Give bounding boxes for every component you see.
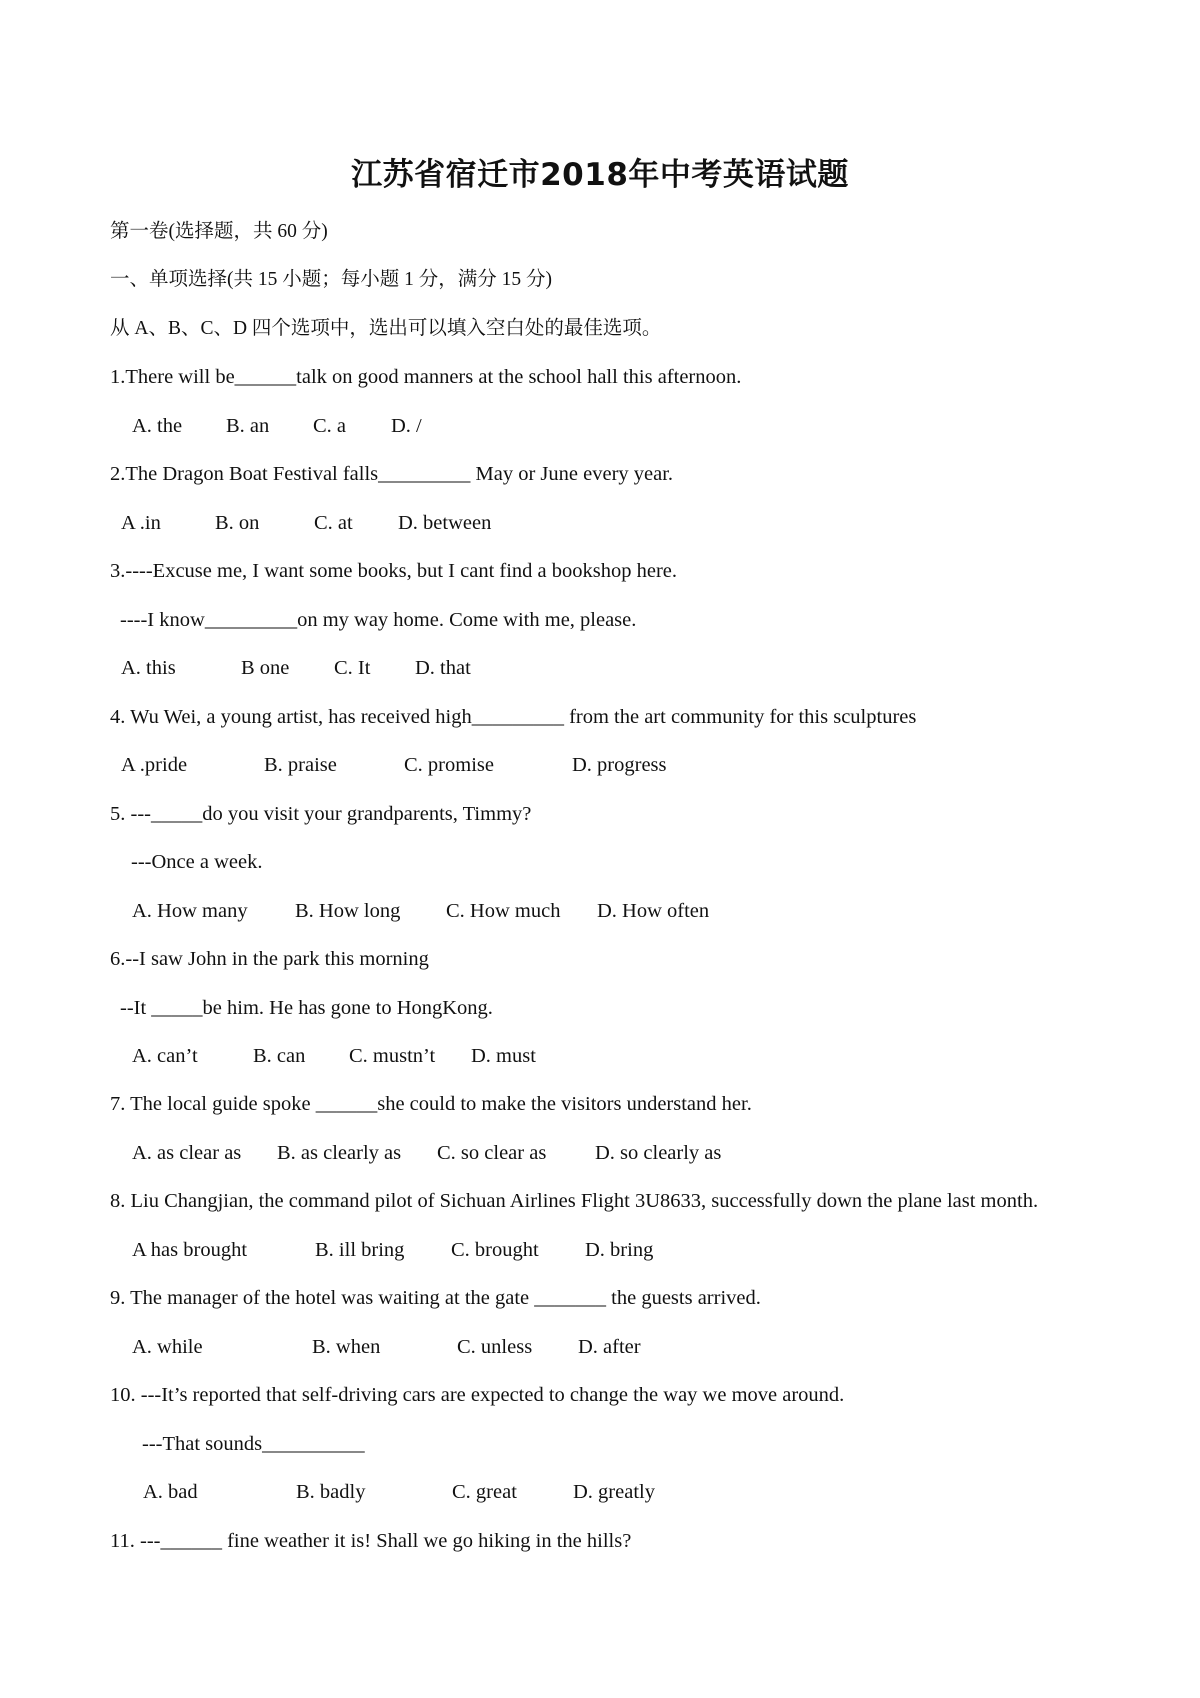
option-d: D. bring [585,1238,654,1261]
question-6-reply: --It _____be him. He has gone to HongKong. [120,996,493,1019]
option-d: D. must [471,1044,536,1067]
question-8-options [0,1226,1200,1274]
question-4-stem: 4. Wu Wei, a young artist, has received high_________ from the art community for this sculptures [110,705,917,728]
option-d: D. greatly [573,1481,655,1504]
section-heading: 第一卷(选择题，共 60 分) [110,221,328,242]
option-d: D. / [391,414,422,437]
option-b: B. an [226,414,270,437]
question-9-options [0,1323,1200,1371]
question-5-stem: 5. ---_____do you visit your grandparents, Timmy? [110,802,532,825]
question-10-options [0,1468,1200,1516]
question-6-options [0,1032,1200,1080]
question-5-reply: ---Once a week. [131,851,263,874]
option-c: C. It [334,657,371,680]
option-c: C. so clear as [437,1141,547,1164]
instruction-text: 从 A、B、C、D 四个选项中，选出可以填入空白处的最佳选项。 [110,317,662,339]
option-b: B. How long [295,899,401,922]
question-11-stem: 11. ---______ fine weather it is! Shall we go hiking in the hills? [110,1529,632,1552]
option-c: C. brought [451,1238,539,1261]
question-5-options [0,887,1200,935]
option-d: D. between [398,511,492,534]
question-7-stem: 7. The local guide spoke ______she could to make the visitors understand her. [110,1093,752,1116]
option-c: C. How much [446,899,561,922]
question-9-stem: 9. The manager of the hotel was waiting at the gate _______ the guests arrived. [110,1287,761,1310]
question-10-reply: ---That sounds__________ [142,1432,365,1455]
question-3-options [0,644,1200,692]
option-a: A. the [132,414,183,437]
option-a: A. bad [143,1481,198,1504]
option-b: B. can [253,1044,306,1067]
question-6-stem: 6.--I saw John in the park this morning [110,948,429,971]
option-a: A. as clear as [132,1141,242,1164]
question-2-options [0,499,1200,547]
question-7-options [0,1129,1200,1177]
option-b: B. as clearly as [277,1141,402,1164]
option-a: A. this [121,657,176,680]
option-b: B. ill bring [315,1238,405,1261]
option-a: A has brought [132,1238,248,1261]
option-d: D. progress [572,754,667,777]
option-d: D. after [578,1335,641,1358]
option-d: D. so clearly as [595,1141,722,1164]
question-1-stem: 1.There will be______talk on good manners at the school hall this afternoon. [110,366,742,389]
option-d: D. How often [597,899,710,922]
option-a: A. How many [132,899,248,922]
exam-content [0,208,1200,1565]
option-c: C. promise [404,754,494,777]
option-b: B. praise [264,754,337,777]
question-4-options [0,741,1200,789]
option-c: C. great [452,1481,517,1504]
option-a: A .in [121,511,161,534]
question-3-reply: ----I know_________on my way home. Come with me, please. [120,608,637,631]
option-b: B one [241,657,290,680]
question-8-stem: 8. Liu Changjian, the command pilot of Sichuan Airlines Flight 3U8633, successfully down the plane last month. [110,1190,1039,1213]
option-a: A .pride [121,754,188,777]
option-b: B. badly [296,1481,366,1504]
question-3-stem: 3.----Excuse me, I want some books, but I cant find a bookshop here. [110,560,678,583]
option-c: C. unless [457,1335,533,1358]
option-a: A. while [132,1335,203,1358]
question-1-options [0,402,1200,450]
option-b: B. on [215,511,260,534]
option-c: C. mustn’t [349,1044,436,1067]
option-c: C. a [313,414,347,437]
part-heading: 一、单项选择(共 15 小题；每小题 1 分，满分 15 分) [110,269,552,291]
option-b: B. when [312,1335,381,1358]
question-10-stem: 10. ---It’s reported that self-driving cars are expected to change the way we move around. [110,1384,845,1407]
page-title: 江苏省宿迁市2018年中考英语试题 [351,157,849,193]
option-a: A. can’t [132,1044,198,1067]
question-2-stem: 2.The Dragon Boat Festival falls_________ May or June every year. [110,463,674,486]
option-c: C. at [314,511,353,534]
option-d: D. that [415,657,471,680]
